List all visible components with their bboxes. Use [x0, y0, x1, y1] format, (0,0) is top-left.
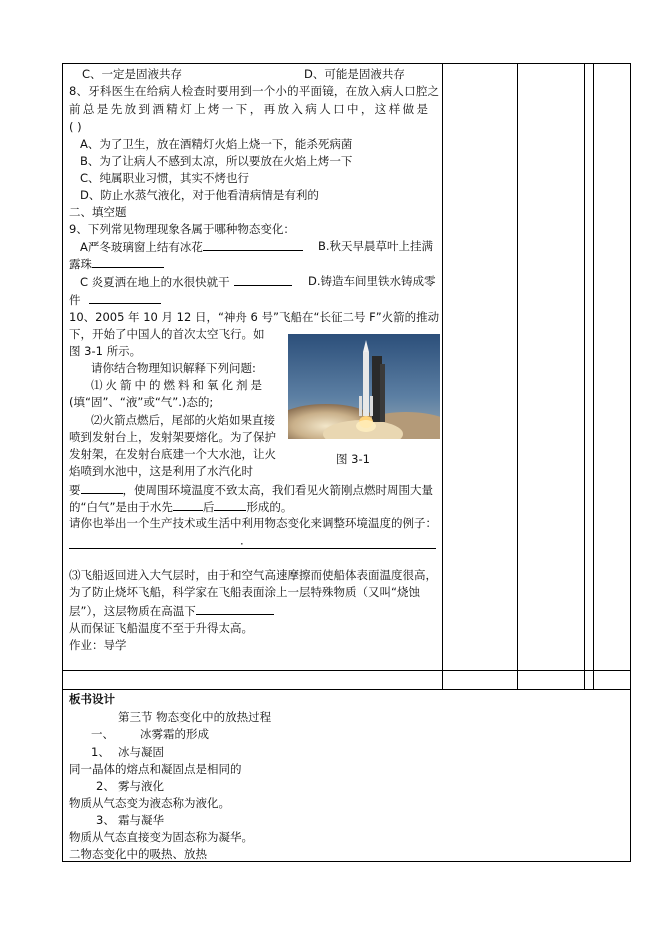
q10-part2-line5b: ，使周围环境温度不致太高，我们看见火箭刚点燃时周围大量 [122, 483, 433, 497]
q8-answer-paren: ( ) [69, 120, 82, 134]
q10-dot: · [240, 537, 244, 551]
q10-part3-line2: 为了防止烧坏飞船，科学家在飞船表面涂上一层特殊物质（又叫“烧蚀 [69, 585, 420, 599]
q10-part2-line6c: 形成的。 [246, 500, 293, 514]
board-item1-label: 冰与凝固 [118, 745, 164, 759]
q9-item-d-line1: D.铸造车间里铁水铸成零 [308, 274, 436, 288]
q9-blank-b[interactable] [92, 255, 164, 268]
figure-caption: 图 3-1 [336, 452, 370, 466]
board-item1-text: 同一晶体的熔点和凝固点是相同的 [69, 762, 242, 776]
board-item3-number: 3、 [96, 813, 115, 827]
q10-blank-vaporization[interactable] [81, 481, 123, 494]
q10-part1-line1: ⑴火箭中的燃料和氧化剂是 [91, 378, 265, 392]
q9-item-c: C 炎夏洒在地上的水很快就干 [80, 275, 230, 289]
q10-stem-line2: 下，开始了中国人的首次太空飞行。如 [69, 327, 265, 341]
board-item2-text: 物质从气态变为液态称为液化。 [69, 796, 230, 810]
q10-blank-ablation[interactable] [196, 602, 274, 615]
rocket-launch-image [288, 334, 440, 439]
q10-stem-line3: 图 3-1 所示。 [69, 344, 142, 358]
q10-example-prompt: 请你也举出一个生产技术或生活中利用物态变化来调整环境温度的例子： [69, 516, 437, 530]
q9-stem: 9、下列常见物理现象各属于哪种物态变化： [69, 222, 295, 236]
q8-option-d: D、防止水蒸气液化，对于他看清病情是有利的 [80, 188, 319, 202]
rocket-launch-photo [288, 334, 440, 439]
q9-item-d-line2: 件 [69, 293, 81, 307]
homework: 作业：导学 [69, 638, 127, 652]
board-part1-number: 一、 [91, 727, 114, 741]
board-item2-number: 2、 [96, 779, 115, 793]
q8-stem-line1: 8、牙科医生在给病人检查时要用到一个小的平面镜，在放入病人口腔之 [69, 84, 440, 98]
board-heading: 板书设计 [69, 692, 115, 706]
board-item2-label: 雾与液化 [118, 779, 164, 793]
q10-part3-line3: 层”），这层物质在高温下 [69, 604, 196, 618]
q9-item-b-line1: B.秋天早晨草叶上挂满 [318, 239, 434, 253]
q10-example-answer-line[interactable] [69, 548, 436, 549]
q9-item-b-line2: 露珠 [69, 257, 92, 271]
section-heading-fill-blank: 二、填空题 [69, 205, 127, 219]
q10-part2-line6a: 的“白气”是由于水先 [69, 500, 173, 514]
q8-stem-line2: 前总是先放到酒精灯上烤一下，再放入病人口中，这样做是 [69, 102, 431, 116]
q10-blank-second[interactable] [214, 498, 246, 511]
q7-option-d: D、可能是固液共存 [304, 67, 405, 81]
q7-option-c: C、一定是固液共存 [82, 67, 183, 81]
q10-part2-line3: 发射架，在发射台底建一个大水池，让火 [69, 447, 276, 461]
q8-option-a: A、为了卫生，放在酒精灯火焰上烧一下，能杀死病菌 [80, 137, 353, 151]
board-part2: 二物态变化中的吸热、放热 [69, 847, 207, 861]
q9-blank-a[interactable] [203, 238, 303, 251]
q8-option-b: B、为了让病人不感到太凉，所以要放在火焰上烤一下 [80, 154, 353, 168]
board-item3-label: 霜与凝华 [118, 813, 164, 827]
q10-stem-line1: 10、2005 年 10 月 12 日，“神舟 6 号”飞船在“长征二号 F”火箭的推动 [69, 310, 440, 324]
board-title: 第三节 物态变化中的放热过程 [118, 710, 272, 724]
q10-part2-line2: 喷到发射台上，发射架要熔化。为了保护 [69, 430, 276, 444]
q10-part2-line4: 焰喷到水池中，这是利用了水汽化时 [69, 464, 253, 478]
q9-blank-c[interactable] [234, 273, 292, 286]
q9-blank-d[interactable] [89, 291, 161, 304]
board-item1-number: 1、 [91, 745, 110, 759]
q10-part3-line4: 从而保证飞船温度不至于升得太高。 [69, 621, 253, 635]
q10-part1-line2: (填“固”、“液”或“气”.)态的; [69, 395, 214, 409]
q10-blank-first[interactable] [173, 498, 203, 511]
q10-part3-line1: ⑶飞船返回进入大气层时，由于和空气高速摩擦而使船体表面温度很高， [69, 568, 437, 582]
q10-part2-line6b: 后 [202, 500, 215, 514]
q10-part2-line1: ⑵火箭点燃后，尾部的火焰如果直接 [91, 413, 275, 427]
q8-option-c: C、纯属职业习惯，其实不烤也行 [80, 171, 250, 185]
board-part1-label: 冰雾霜的形成 [140, 727, 209, 741]
q9-item-a: A严冬玻璃窗上结有冰花 [80, 240, 203, 254]
q10-part2-line5a: 要 [69, 483, 81, 497]
q10-instruction: 请你结合物理知识解释下列问题: [91, 361, 256, 375]
board-item3-text: 物质从气态直接变为固态称为凝华。 [69, 830, 253, 844]
